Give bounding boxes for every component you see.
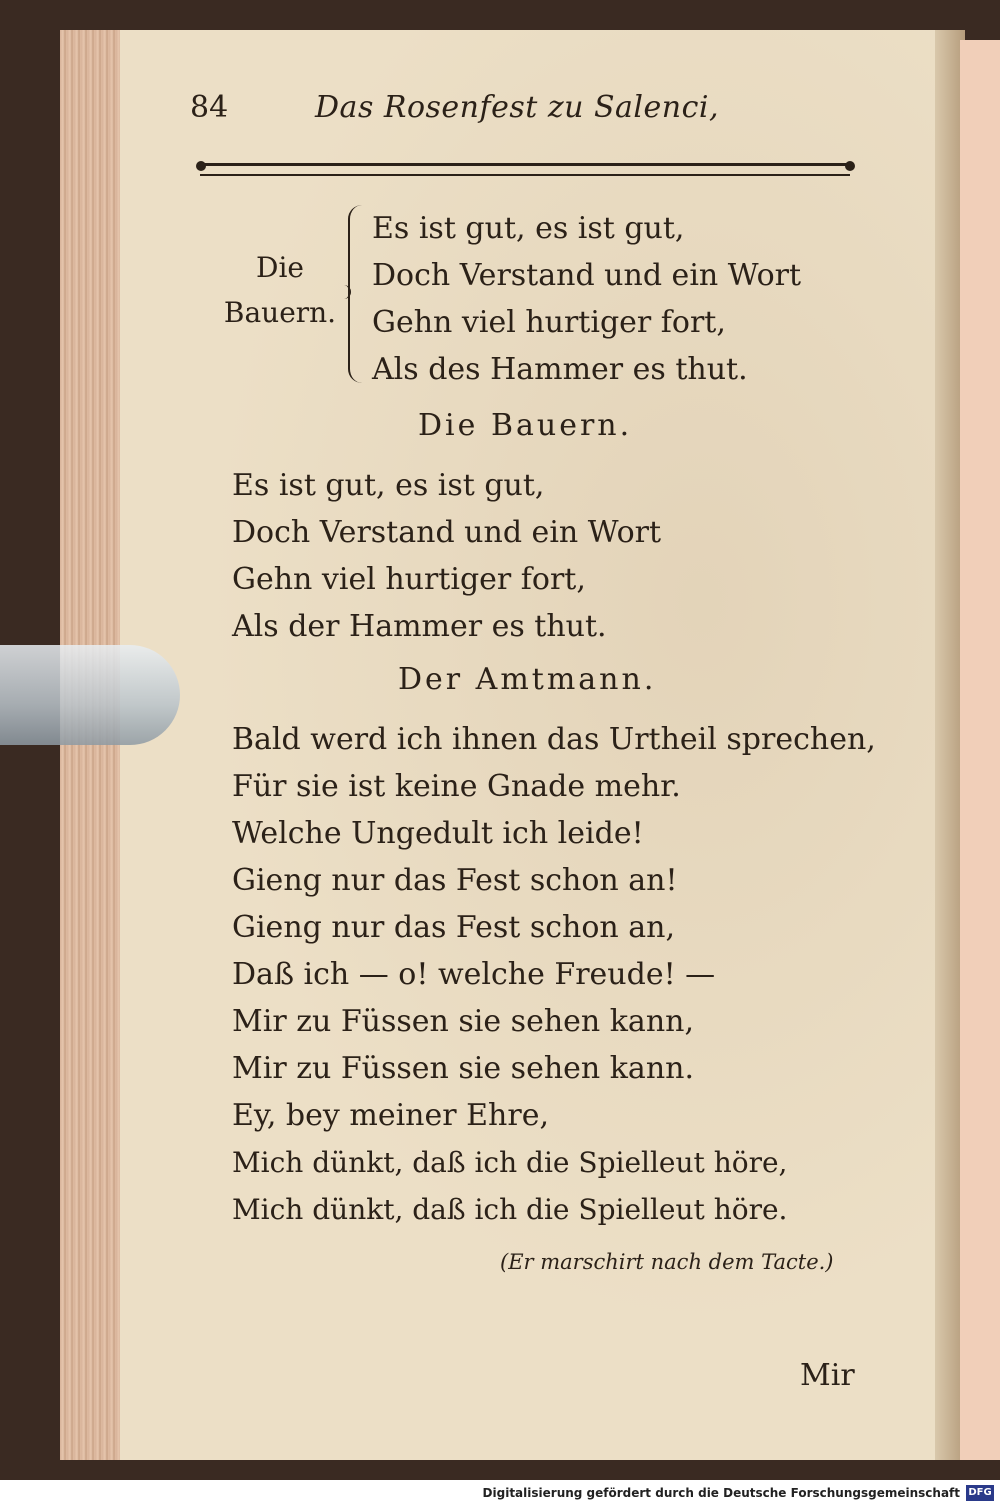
verse-line: Daß ich — o! welche Freude! — xyxy=(232,957,716,992)
facing-page-edge xyxy=(960,40,1000,1460)
verse-line: Mir zu Füssen sie sehen kann, xyxy=(232,1004,694,1039)
verse-line: Doch Verstand und ein Wort xyxy=(372,258,802,293)
brace-speaker-line1: Die xyxy=(256,251,304,284)
verse-line: Gehn viel hurtiger fort, xyxy=(372,305,726,340)
bookmark-clip xyxy=(0,645,180,745)
verse-line: Gehn viel hurtiger fort, xyxy=(232,562,586,597)
verse-line: Ey, bey meiner Ehre, xyxy=(232,1098,549,1133)
running-title: Das Rosenfest zu Salenci, xyxy=(315,90,720,125)
rule-ornament-right xyxy=(845,161,855,171)
verse-line: Es ist gut, es ist gut, xyxy=(232,468,545,503)
verse-line: Welche Ungedult ich leide! xyxy=(232,816,644,851)
curly-brace xyxy=(348,205,370,383)
verse-line: Als der Hammer es thut. xyxy=(232,609,607,644)
rule-ornament-left xyxy=(196,161,206,171)
page-header xyxy=(190,90,750,140)
speaker-heading: Die Bauern. xyxy=(418,408,633,443)
dfg-logo: DFG xyxy=(966,1485,994,1501)
verse-line: Für sie ist keine Gnade mehr. xyxy=(232,769,681,804)
header-rule xyxy=(200,163,850,176)
verse-line: Doch Verstand und ein Wort xyxy=(232,515,662,550)
verse-line: Bald werd ich ihnen das Urtheil sprechen, xyxy=(232,722,876,757)
verse-line: Mich dünkt, daß ich die Spielleut höre, xyxy=(232,1146,788,1179)
brace-speaker-line2: Bauern. xyxy=(223,296,337,329)
funding-credit: Digitalisierung gefördert durch die Deutsche Forschungsgemeinschaft xyxy=(482,1486,960,1500)
stage-direction: (Er marschirt nach dem Tacte.) xyxy=(500,1250,834,1274)
footer-bar xyxy=(0,1480,1000,1508)
catchword: Mir xyxy=(800,1358,855,1393)
speaker-heading: Der Amtmann. xyxy=(398,662,657,697)
verse-line: Gieng nur das Fest schon an! xyxy=(232,863,678,898)
verse-line: Mir zu Füssen sie sehen kann. xyxy=(232,1051,694,1086)
verse-line: Gieng nur das Fest schon an, xyxy=(232,910,676,945)
verse-line: Mich dünkt, daß ich die Spielleut höre. xyxy=(232,1193,788,1226)
page-number: 84 xyxy=(190,90,229,125)
verse-line: Es ist gut, es ist gut, xyxy=(372,211,685,246)
verse-line: Als des Hammer es thut. xyxy=(372,352,748,387)
